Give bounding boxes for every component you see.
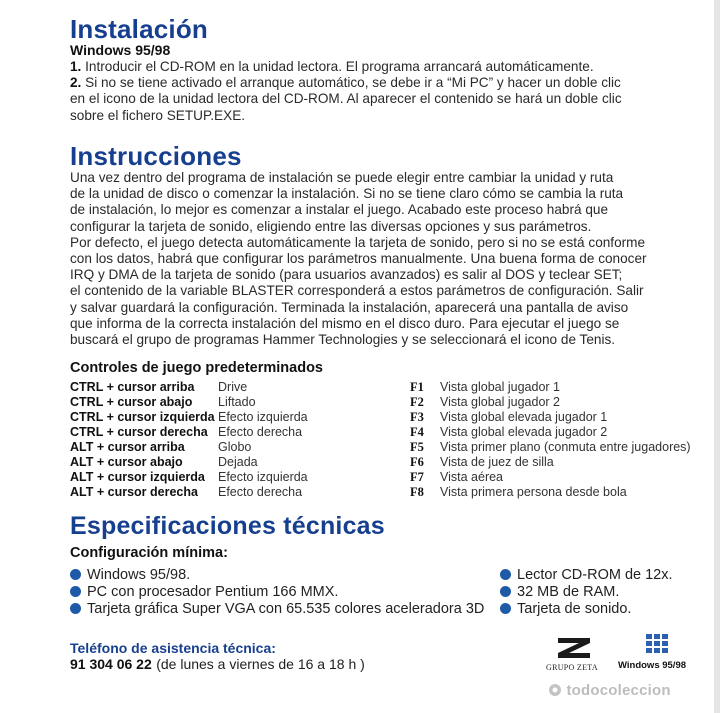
controls-fkeys: F1 Vista global jugador 1 F2 Vista global jugador 2 F3 Vista global elevada jugador 1 F4 Vista global elevada jugador 2 F5 Vista primer plano (conmuta entre jugadores) F6 Vista de juez de silla F7 Vista aérea F8 Vista primera persona desde bola xyxy=(410,380,691,499)
spec-item: Tarjeta gráfica Super VGA con 65.535 colores aceleradora 3D xyxy=(70,601,484,617)
instructions-line: de instalación, lo mejor es comenzar a instalar el juego. Acabado este proceso habrá que xyxy=(70,202,609,218)
instructions-line: configurar la tarjeta de sonido, eligiendo entre las diversas opciones y sus parámetros. xyxy=(70,218,592,234)
page-edge xyxy=(714,0,720,713)
specs-subtitle: Configuración mínima: xyxy=(70,545,228,561)
grupo-zeta-text: GRUPO ZETA xyxy=(546,663,598,672)
specs-title: Especificaciones técnicas xyxy=(70,512,385,540)
bullet-dot xyxy=(70,603,81,614)
instructions-line: Una vez dentro del programa de instalación se puede elegir entre cambiar la unidad y ruta xyxy=(70,170,614,185)
instructions-title: Instrucciones xyxy=(70,141,242,171)
install-step-1: 1. Introducir el CD-ROM en la unidad lectora. El programa arrancará automáticamente. xyxy=(70,59,594,74)
support-phone: 91 304 06 22 xyxy=(70,656,152,672)
install-os: Windows 95/98 xyxy=(70,42,171,58)
instructions-line: Por defecto, el juego detecta automáticamente la tarjeta de sonido, pero si no se está conforme xyxy=(70,234,646,250)
bullet-dot xyxy=(500,569,511,580)
install-steps xyxy=(70,59,690,124)
windows-logo xyxy=(612,632,708,676)
install-step-2-line: en el icono de la unidad lectora del CD-ROM. Al aparecer el contenido se hará un doble clic xyxy=(70,91,622,107)
controls-title: Controles de juego predeterminados xyxy=(70,360,323,376)
watermark xyxy=(548,682,671,700)
watermark-text: todocoleccion xyxy=(566,682,671,699)
instructions-line: de la unidad de disco o comenzar la instalación. Si no se tiene claro cómo se cambia la ruta xyxy=(70,186,624,202)
spec-item: Windows 95/98. xyxy=(70,567,190,583)
instructions-line: con los datos, habrá que configurar los parámetros manualmente. Una buena forma de conocer xyxy=(70,251,647,267)
spec-item: PC con procesador Pentium 166 MMX. xyxy=(70,584,338,600)
instructions-line: el contenido de la variable BLASTER corresponderá a estos parámetros de configuración. Salir xyxy=(70,283,644,299)
install-step-2-line: sobre el fichero SETUP.EXE. xyxy=(70,107,246,123)
zeta-mark-icon xyxy=(554,636,594,660)
bullet-dot xyxy=(500,603,511,614)
instructions-line: buscará el grupo de programas Hammer Technologies y se seleccionará el icono de Tenis. xyxy=(70,332,616,348)
bullet-dot xyxy=(70,586,81,597)
spec-item: Lector CD-ROM de 12x. xyxy=(500,567,673,583)
support-label: Teléfono de asistencia técnica: xyxy=(70,640,276,656)
windows-flag-icon xyxy=(642,632,672,656)
instructions-body xyxy=(70,170,702,348)
instructions-line: IRQ y DMA de la tarjeta de sonido (para usuarios avanzados) es salir al DOS y teclear SET; xyxy=(70,267,623,283)
spec-item: Tarjeta de sonido. xyxy=(500,601,631,617)
grupo-zeta-logo xyxy=(540,636,610,676)
watermark-icon xyxy=(548,683,562,697)
install-title: Instalación xyxy=(70,14,209,44)
spec-item: 32 MB de RAM. xyxy=(500,584,619,600)
install-step-2: 2. Si no se tiene activado el arranque automático, se debe ir a “Mi PC” y hacer un doble clic xyxy=(70,75,621,91)
instructions-line: y salvar guardará la configuración. Terminada la instalación, aparecerá una pantalla de aviso xyxy=(70,299,629,315)
support-line xyxy=(70,656,365,674)
controls-keys: CTRL + cursor arriba Drive CTRL + cursor abajo Liftado CTRL + cursor izquierda Efecto izquierda CTRL + cursor derecha Efecto derecha ALT + cursor arriba Globo ALT + cursor abajo Dejada ALT + cursor izquierda Efecto izquierda ALT + cursor derecha Efecto derecha xyxy=(70,380,308,499)
bullet-dot xyxy=(70,569,81,580)
windows-logo-text: Windows 95/98 xyxy=(618,660,687,671)
support-hours: (de lunes a viernes de 16 a 18 h ) xyxy=(156,656,365,672)
bullet-dot xyxy=(500,586,511,597)
instructions-line: que informa de la correcta instalación del mismo en el disco duro. Para ejecutar el juego se xyxy=(70,315,620,331)
